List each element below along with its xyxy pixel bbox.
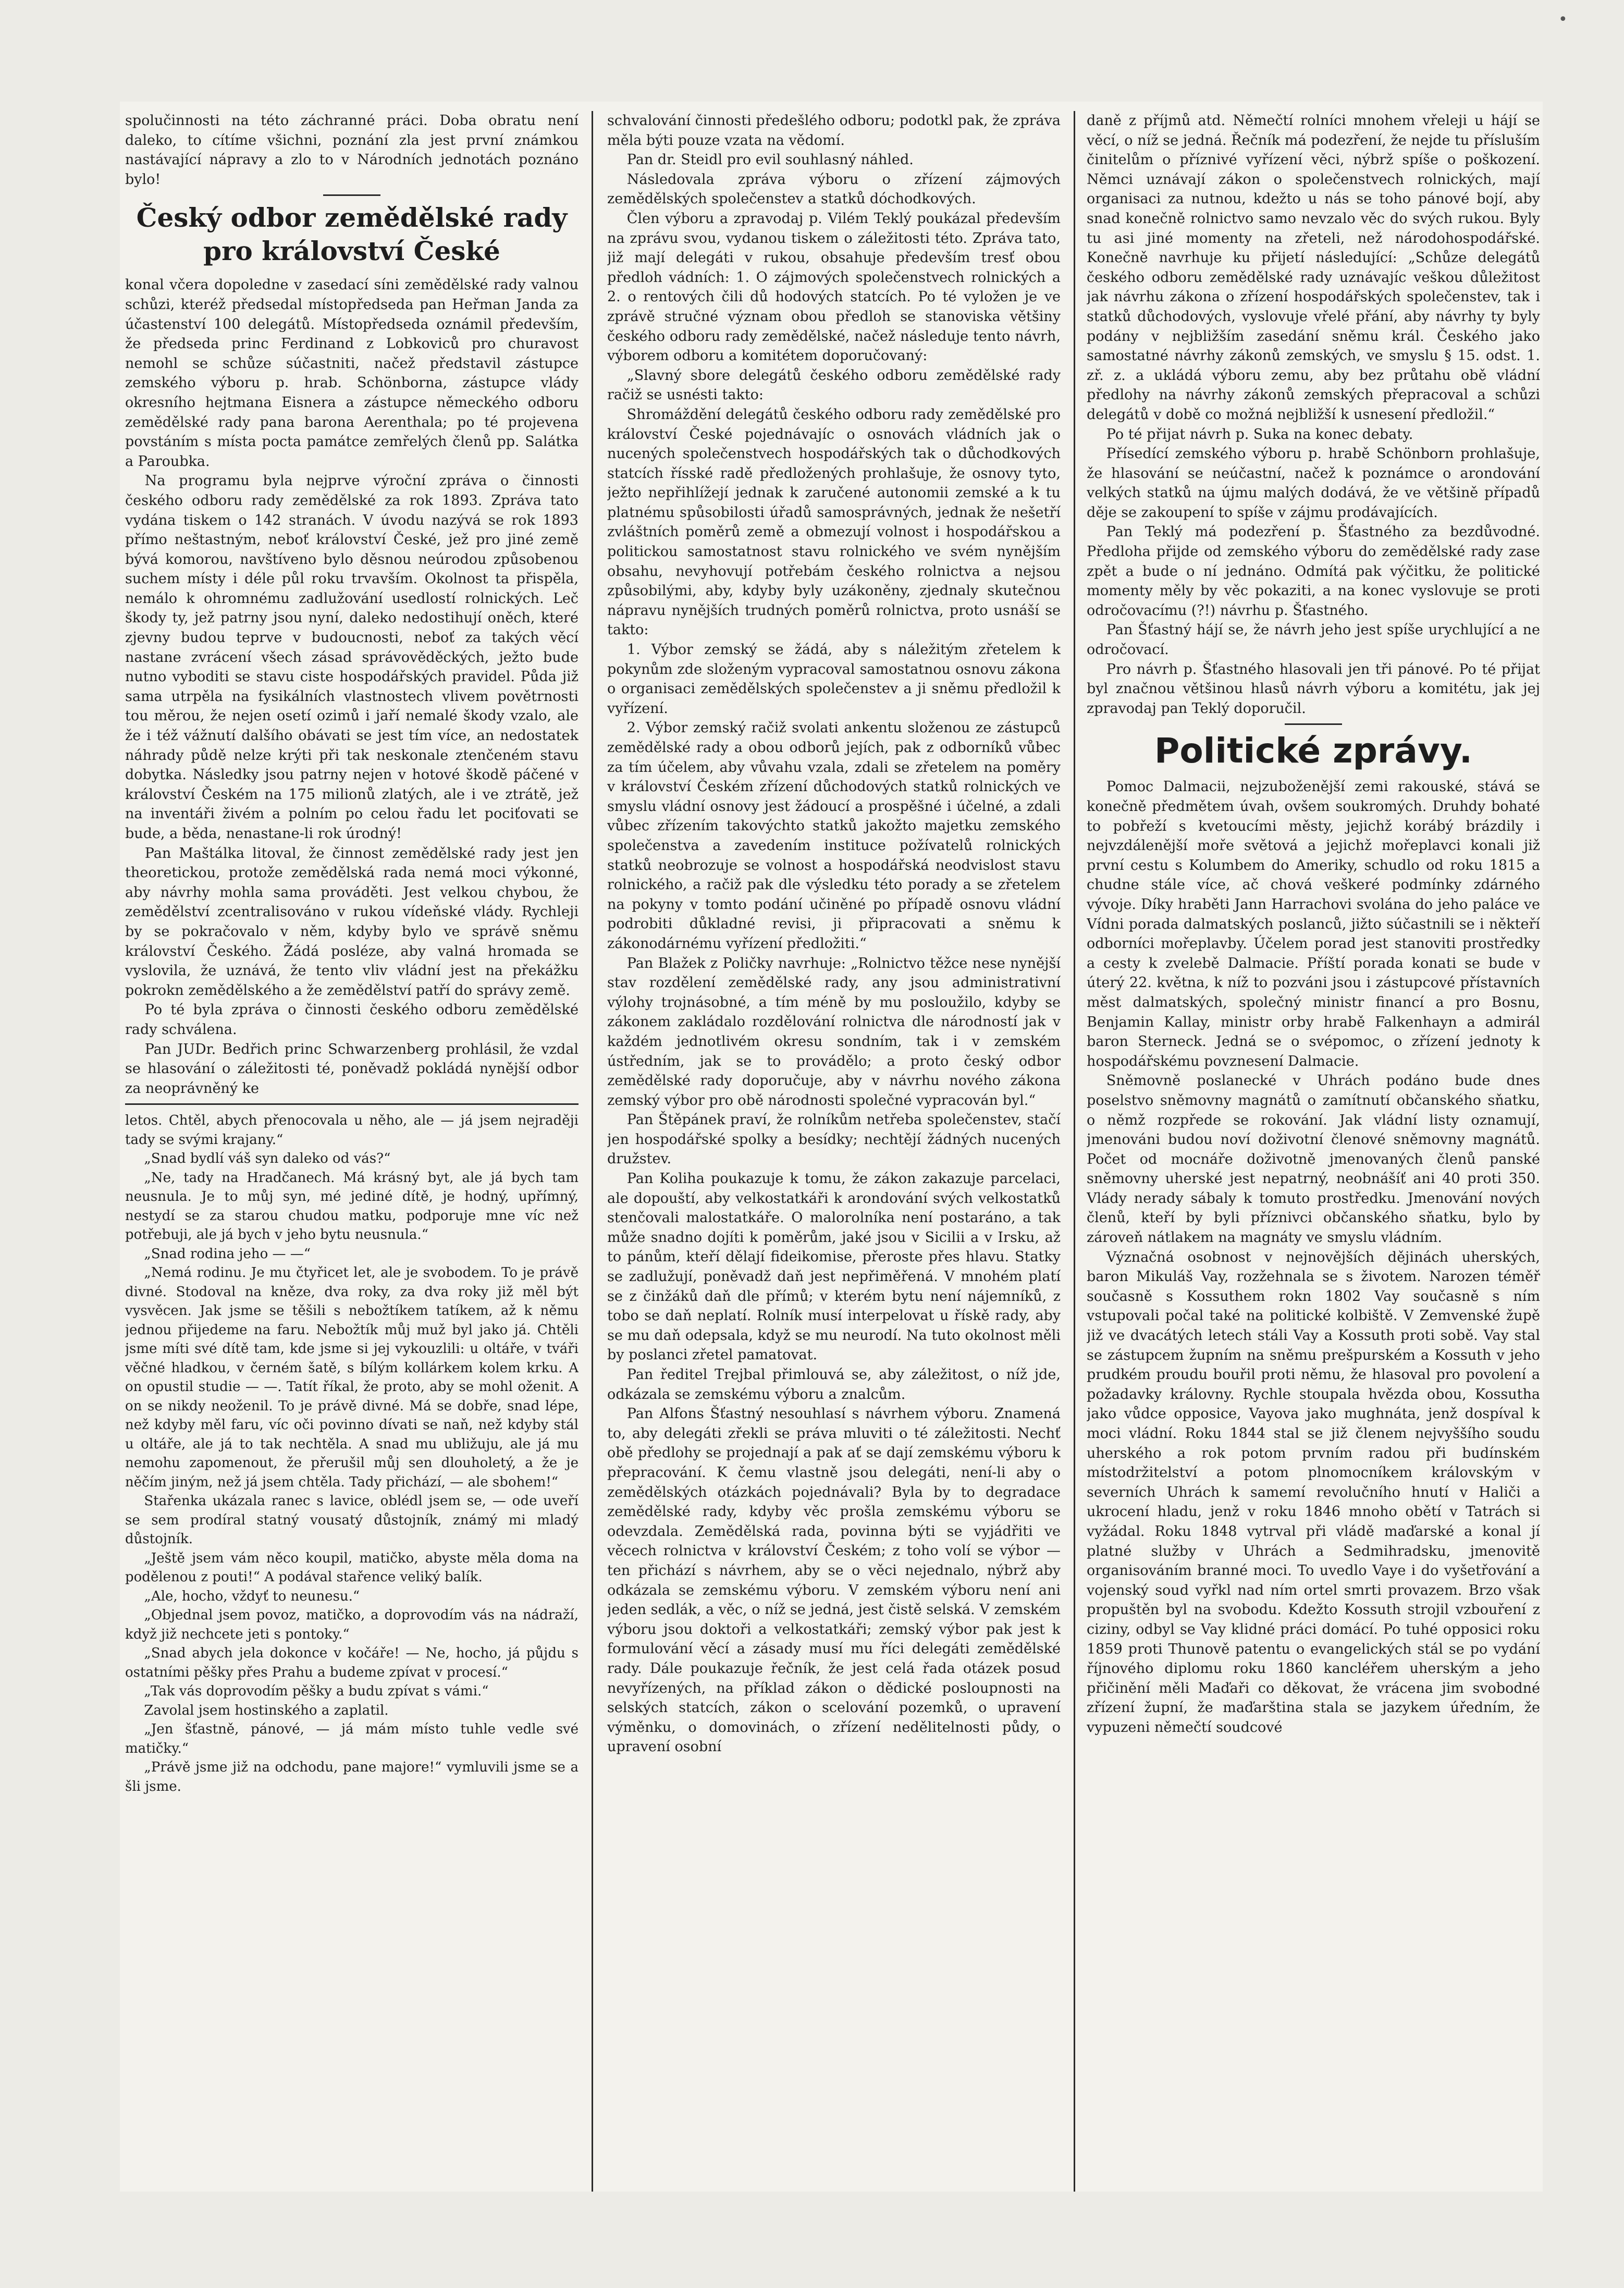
article-paragraph: Člen výboru a zpravodaj p. Vilém Teklý poukázal především na zprávu svou, vydanou tiskem o záležitosti této. Zpráva tato, již mají delegáti v rukou, obsahuje především tresť obou předloh vádních: 1. O zájmových společenstvech rolnických a 2. o rentových čili dů hodových statcích. Po té vyložen je ve zprávě stručné význam obou předloh se stanoviska většiny českého odboru rady zemědělské, načež následuje tento návrh, výborem odboru a komitétem doporučovaný: — [607, 210, 1061, 364]
article-paragraph: 2. Výbor zemský račiž svolati ankentu složenou ze zástupců zemědělské rady a obou odborů jejích, pak z odborníků vůbec za tím účelem, aby vůvahu vzala, zdali se zřetelem na poměry v království Českém zřízení důchodových statků rolnických ve smyslu vládní osnovy jest žádoucí a prospěšné i účelné, a zdali vůbec zřízením takovýchto statků jakožto majetku zemského společenstva a zavedením instituce požívatelů rolnických statků neobrozuje se volnost a hospodářská neodvislost stavu rolnického, a račiž pak dle výsledku této porady a se zřetelem na pokyny v tomto podání učiněné po případě osnovu vládní podrobiti důkladné revisi, ji připracovati a sněmu k zákonodárnému vyřízení předložiti.“ — [607, 720, 1061, 952]
article-paragraph: Na programu byla nejprve výroční zpráva o činnosti českého odboru rady zemědělské za rok 1893. Zpráva tato vydána tiskem o 142 stranách. V úvodu nazývá se rok 1893 přímo neštastným, neboť království České, jež pro jiné země bývá komorou, navštíveno bylo děsnou neúrodou způsobenou suchem místy i déle půl roku trvavším. Okolnost ta přispěla, nemálo k ohromnému zadlužování usedlostí rolnických. Leč škody ty, jež patrny jsou nyní, daleko nedostihují oněch, které zjevny budou teprve v budoucnosti, neboť za takých věcí nastane zvrácení všech zásad správověděckých, ježto bude nutno vyboditi se stavu ciste hospodářských pravidel. Půda již sama utrpěla na fysikálních vlastnostech vlivem povětrnosti tou měrou, že nejen osetí ozimů i jaří nemalé škody vzalo, ale že i též vážnutí dalšího obávati se jest tím více, an nedostatek náhrady půdě nelze krýti při tak neskonale ztenčeném stavu dobytka. Následky jsou patrny nejen v hotové škodě páčené v království Českém na 175 milionů zlatých, ale i ve ztrátě, jež na inventáři živém a polním po celou řadu let pociťovati se bude, a běda, nenastane-li rok úrodný! — [125, 473, 579, 842]
article-paragraph: Pan Štěpánek praví, že rolníkům netřeba společenstev, stačí jen hospodářské spolky a besídky; nechtějí žádných nucených družstev. — [607, 1112, 1061, 1167]
article-paragraph: „Slavný sbore delegátů českého odboru zemědělské rady račiž se usnésti takto: — [607, 367, 1061, 403]
feuilleton — [125, 1111, 579, 1796]
article-paragraph: Pro návrh p. Šťastného hlasovali jen tři pánové. Po té přijat byl značnou většinou hlasů návrh výboru a komitétu, jak jej zpravodaj pan Teklý doporučil. — [1087, 661, 1540, 717]
story-paragraph: „Právě jsme již na odchodu, pane majore!“ vymluvili jsme se a šli jsme. — [125, 1760, 579, 1794]
section-heading: Politické zprávy. — [1154, 731, 1472, 771]
column-rule — [592, 111, 593, 2192]
article-paragraph: Pan Maštálka litoval, že činnost zemědělské rady jest jen theoretickou, protože zemědělská rada nemá moci výkonné, aby návrhy mohla sama prováděti. Jest velkou chybou, že zemědělství zcentralisováno v rukou vídeňské vlády. Rychleji by se pokračovalo v něm, kdyby bylo ve správě sněmu království Českého. Žádá posléze, aby valná hromada se vyslovila, že uznává, že tento vliv vládní jest na překážku pokrokn zemědělského a že zemědělství patří do správy země. — [125, 845, 579, 999]
page-mark: • — [1558, 10, 1568, 29]
story-paragraph: „Ale, hocho, vždyť to neunesu.“ — [144, 1588, 360, 1604]
article-heading: Český odbor zemědělské rady pro království České — [136, 202, 568, 267]
article-paragraph: Pan Šťastný hájí se, že návrh jeho jest spíše urychlující a ne odročovací. — [1087, 622, 1540, 658]
story-paragraph: „Ještě jsem vám něco koupil, matičko, abyste měla doma na podělenou z pouti!“ A podával stařence veliký balík. — [125, 1550, 579, 1585]
divider — [323, 194, 380, 196]
story-paragraph: „Tak vás doprovodím pěšky a budu zpívat s vámi.“ — [144, 1683, 489, 1700]
story-paragraph: „Nemá rodinu. Je mu čtyřicet let, ale je svobodem. To je právě divné. Stodoval na kněze, dva roky, za dva roky již měl být vysvěcen. Jak jsme se těšili s nebožtíkem tatíkem, až k němu jednou přijedeme na faru. Nebožtík můj muž byl jako já. Chtěli jsme míti své dítě tam, kde jsme si jej vykouzlili: u oltáře, v tváři věčné hladkou, v černém šatě, s bílým kollárkem kolem krku. A on opustil studie — —. Tatít říkal, že proto, aby se mohl oženit. A on se nikdy neoženil. To je právě divné. Má se dobře, snad lépe, než kdyby měl faru, víc oči povinno dívati se naň, než kdyby stál u oltáře, ale já to tak nechtěla. A snad mu ubližuju, ale já mu nemohu zapomenout, že přerušil můj sen dlouholetý, a že je něčím jiným, než já jsem chtěla. Tady přichází, — ale sbohem!“ — [125, 1265, 579, 1490]
newspaper-page — [120, 102, 1543, 2192]
article-paragraph: Po té byla zpráva o činnosti českého odboru zemědělské rady schválena. — [125, 1002, 579, 1038]
article-paragraph: Po té přijat návrh p. Suka na konec debaty. — [1106, 426, 1413, 442]
column-rule — [1074, 111, 1075, 2192]
column-1 — [125, 111, 579, 2192]
story-paragraph: „Snad rodina jeho — —“ — [144, 1246, 311, 1262]
divider — [1285, 723, 1342, 725]
story-paragraph: Stařenka ukázala ranec s lavice, oblédl jsem se, — ode uveří se sem prodíral statný vousatý důstojník, známý mi mladý důstojník. — [125, 1493, 579, 1547]
intro-paragraph: spolučinnosti na této záchranné práci. Doba obratu není daleko, to cítíme všichni, poznání zla jest první známkou nastávající nápravy a zlo to v Národních jednotách poznáno bylo! — [125, 113, 579, 188]
article-paragraph: Pan JUDr. Bedřich princ Schwarzenberg prohlásil, že vzdal se hlasování o záležitosti té, poněvadž pokládá nynější odbor za neoprávněný ke — [125, 1041, 579, 1097]
article-paragraph: Následovala zpráva výboru o zřízení zájmových zemědělských společenstev a statků dóchodkových. — [607, 171, 1061, 207]
news-paragraph: Význačná osobnost v nejnovějších dějinách uherských, baron Mikuláš Vay, rozžehnala se s životem. Narozen téměř současně s Kossuthem rokn 1802 Vay současně s ním vstupovali počal také na politické kolbiště. V Zemvenské župě již ve dvacátých letech stáli Vay a Kossuth proti sobě. Vay stal se zástupcem župním na sněmu prešpurském a Kossuth v jeho prudkém proudu bouřil proti němu, že hlasoval pro povolení a požadavky královny. Rychle stoupala hvězda obou, Kossutha jako vůdce opposice, Vayova jako mughnáta, jenž dospíval k moci vládní. Roku 1844 stal se již členem nejvyššího soudu uherského a rok potom prvním radou při budínském místodržitelství a potom plnomocníkem královským v severních Uhrách k samemí revolučního hnutí v Haliči a ukrocení hladu, jenž v roku 1846 mnoho obětí v Tatrách si vyžádal. Roku 1848 vytrval při vládě maďarské a konal jí platné služby v Uhrách a Sedmihradsku, jmenovitě organisováním branné moci. To uvedlo Vaye i do vyšetřování a vojenský soud vyřkl nad ním ortel smrti provazem. Brzo však propuštěn byl na svobodu. Kdežto Kossuth strojil vzbouření z ciziny, odbyl se Vay klidné práci domácí. Po tuhé opposici roku 1859 proti Thunově patentu o evangelických stál se po vydání říjnového diplomu roku 1860 kancléřem uherským a jeho přičinění měli Maďaři co děkovat, že vrácena jim svobodné zřízení župní, že maďarština stala se jazykem úředním, že vypuzeni němečtí soudcové — [1087, 1249, 1540, 1736]
column-2 — [607, 111, 1061, 2192]
article-paragraph: Pan Alfons Šťastný nesouhlasí s návrhem výboru. Znamená to, aby delegáti zřekli se práva mluviti o té záležitosti. Nechť obě předlohy se projednají a pak ať se dají zemskému výboru k přepracování. K čemu vlastně jsou delegáti, není-li aby o zemědělských otázkách pojednávali? Byla by to degradace zemědělské rady, kdyby věc prošla zemskému výboru se odevzdala. Zemědělská rada, povinna býti se vyjádřiti ve věcech rolnictva v království Českém; z toho volí se výbor — ten přichází s návrhem, aby se o věci nejednalo, nýbrž aby odkázala se zemskému výboru. V zemském výboru není ani jeden sedlák, a věc, o níž se jedná, jest čistě selská. V zemském výboru jsou doktoři a velkostatkáři; zemský výbor pak jest k formulování věcí a zásady musí mu říci delegáti zemědělské rady. Dále poukazuje řečník, že jest celá řada otázek posud nevyřízených, na příklad zákon o dědické posloupnosti na selských statcích, zákon o scelování pozemků, o upravení výměnku, o domovinách, o zřízení nedělitelnosti půdy, o upravení osobní — [607, 1406, 1061, 1755]
story-paragraph: „Ne, tady na Hradčanech. Má krásný byt, ale já bych tam neusnula. Je to můj syn, mé jediné dítě, je hodný, upřímný, nestydí se za starou chudou matku, podporuje mne víc než potřebuji, ale já bych v jeho bytu neusnula.“ — [125, 1170, 579, 1243]
story-paragraph: letos. Chtěl, abych přenocovala u něho, ale — já jsem nejraději tady se svými krajany.“ — [125, 1113, 579, 1148]
article-paragraph: 1. Výbor zemský se žádá, aby s náležitým zřetelem k pokynům zde složeným vypracoval samostatnou osnovu zákona o organisaci zemědělských společenstev a ji sněmu předložil k vyřízení. — [607, 642, 1061, 717]
article-paragraph: schvalování činnosti předešlého odboru; podotkl pak, že zpráva měla býti pouze vzata na vědomí. — [607, 113, 1061, 149]
news-paragraph: Sněmovně poslanecké v Uhrách podáno bude dnes poselstvo sněmovny magnátů o zamítnutí občanského sňatku, o němž rozpřede se rokování. Jak vládní listy oznamují, jmenováni budou noví doživotní členové sněmovny magnátů. Počet od mocnáře doživotně jmenovaných členů panské sněmovny uherské jest nepatrný, neobnášíť ani 40 proti 350. Vlády nerady sábaly k tomuto prostředku. Jmenování nových členů, kteří by byli příznivci občanského sňatku, bylo by zároveň nátlakem na magnáty ve smyslu vládním. — [1087, 1073, 1540, 1246]
article-paragraph: Pan dr. Steidl pro evil souhlasný náhled. — [626, 152, 914, 168]
story-paragraph: „Objednal jsem povoz, matičko, a doprovodím vás na nádraží, když již nechcete jeti s pontoky.“ — [125, 1607, 579, 1642]
article-paragraph: daně z příjmů atd. Němečtí rolníci mnohem vřeleji u hájí se věcí, o níž se jedná. Řečník má podezření, že nejde tu přísluším činitelům o příznivé vyřízení věci, nýbrž spíše o poškození. Němci uznávají zákon o společenstvech rolnických, mají organisaci za nutnou, kdežto u nás se toho pánové bojí, aby snad konečně rolnictvo samo nevzalo věc do svých rukou. Byly tu asi jiné momenty na zřeteli, než národohospodářské. Konečně navrhuje ku přijetí následující: „Schůze delegátů českého odboru zemědělské rady uznávajíc veškou důležitost jak návrhu zákona o zřízení hospodářských společenstev, tak i statků důchodových, vyslovuje vřelé přání, aby návrhy ty byly podány v nejbližším zasedání sněmu král. Českého jako samostatné návrhy zákonů zemských, ve smyslu § 15. odst. 1. zř. z. a ukládá výboru zemu, aby bez průtahu obě vládní předlohy na návrhy zákonů zemských přepracoval a schůzi delegátů v době co možná nejbližší k usnesení předložil.“ — [1087, 113, 1540, 423]
article-paragraph: Přísedící zemského výboru p. hrabě Schönborn prohlašuje, že hlasování se neúčastní, načež k poznámce o arondování velkých statků na újmu malých dodává, že ve většině případů děje se zakoupení to spíše v zájmu prodávajících. — [1087, 446, 1540, 521]
article-paragraph: Pan Koliha poukazuje k tomu, že zákon zakazuje parcelaci, ale dopouští, aby velkostatkáři k arondování svých velkostatků stenčovali malostatkáře. O malorolníka není postaráno, a tak může snadno dojíti k poměrům, jaké jsou v Sicilii a v Irsku, až to pánům, kteří dělají fideikomise, přeroste přes hlavu. Statky se zadlužují, poněvadž daň jest nepřiměřená. V mnohém platí se z činžáků daň dle přímů; v kterém bytu není nájemníků, z tobo se daň neplatí. Rolník musí interpelovat u řískě rady, aby se mu daň odepsala, když se mu neurodí. Na tuto okolnost měli by poslanci zřetel pamatovat. — [607, 1171, 1061, 1363]
article-paragraph: Pan Blažek z Poličky navrhuje: „Rolnictvo těžce nese nynější stav rozdělení zemědělské rady, any jsou administrativní výlohy trojnásobné, a tím méně by mu posloužilo, kdyby se zákonem zakládalo rozdělování rolnictva dle národností jak v každém jednotlivém okresu sondním, tak i v zemském ústředním, jak se to provádělo; a proto český odbor zemědělské rady doporučuje, aby v návrhu nového zákona zemský výbor pro obě národnosti společné vypracován byl.“ — [607, 955, 1061, 1109]
article-paragraph: Pan ředitel Trejbal přimlouvá se, aby záležitost, o níž jde, odkázala se zemskému výboru a znalcům. — [607, 1367, 1061, 1403]
story-paragraph: „Jen šťastně, pánové, — já mám místo tuhle vedle své matičky.“ — [125, 1721, 579, 1756]
column-3 — [1087, 111, 1540, 2192]
news-paragraph: Pomoc Dalmacii, nejzuboženější zemi rakouské, stává se konečně předmětem úvah, ovšem soukromých. Druhdy bohaté to pobřeží s kvetoucími městy, jejichž korábý brázdily i nejvzdálenější moře světová a jejichž mořeplavci konali již první cestu s Kolumbem do Ameriky, schudlo od roku 1815 a chudne stále více, ač chová veškeré podmínky zdárného vývoje. Díky hraběti Jann Harrachovi svolána do jeho paláce ve Vídni porada dalmatských poslanců, jižto súčastnili se i někteří odborníci mořeplavby. Účelem porad jest stanoviti prostředky a cesty k zvelebě Dalmacie. Příští porada konati se bude v úterý 22. května, k níž to pozváni jsou i zástupcové přístavních měst dalmatských, společný ministr financí a pro Bosnu, Benjamin Kallay, ministr orby hrabě Falkenhayn a admirál baron Sterneck. Jedná se o svépomoc, o zřízení jednoty k hospodářskému povznesení Dalmacie. — [1087, 779, 1540, 1069]
story-paragraph: „Snad bydlí váš syn daleko od vás?“ — [144, 1151, 391, 1167]
article-paragraph: Pan Teklý má podezření p. Šťastného za bezdůvodné. Předloha přijde od zemského výboru do zemědělské rady zase zpět a bude o ní jednáno. Odmítá pak výčitku, že politické momenty měly by věc pokaziti, a na konec vyslovuje se proti odročovacímu (?!) návrhu p. Šťastného. — [1087, 524, 1540, 619]
feuilleton-divider — [125, 1103, 579, 1105]
story-paragraph: Zavolal jsem hostinského a zaplatil. — [144, 1702, 389, 1718]
article-paragraph: konal včera dopoledne v zasedací síni zemědělské rady valnou schůzi, kteréž předsedal místopředseda pan Heřman Janda za účastenství 100 delegátů. Místopředseda oznámil především, že předseda princ Ferdinand z Lobkoviců pro churavost nemohl se schůze súčastniti, načež představil zástupce zemského výboru p. hrab. Schönborna, zástupce vlády okresního hejtmana Eisnera a zástupce německého odboru zemědělské rady pana barona Aerenthala; po té projevena povstáním s místa pocta památce zemřelých členů pp. Salátka a Paroubka. — [125, 277, 579, 470]
article-paragraph: Shromáždění delegátů českého odboru rady zemědělské pro království České pojednávajíc o osnovách vládních jak o nucených společenstvech hospodářských tak o důchodkových statcích řísské radě předložených prohlašuje, že osnovy tyto, ježto nepřihlížejí jednak k zaručené autonomii zemské a k tu platnému spůsobilosti úřadů samosprávných, jednak že nešetří zvláštních poměrů země a obmezují volnost i hospodářskou a politickou samostatnost stavu rolnického ve svém nynějším obsahu, nevyhovují potřebám českého rolnictva a nejsou způsobilými, aby, kdyby byly uzákoněny, zjednaly skutečnou nápravu nynějších trudných poměrů rolnictva, proto usnáší se takto: — [607, 406, 1061, 638]
story-paragraph: „Snad abych jela dokonce v kočáře! — Ne, hocho, já půjdu s ostatními pěšky přes Prahu a budeme zpívat v procesí.“ — [125, 1645, 579, 1680]
